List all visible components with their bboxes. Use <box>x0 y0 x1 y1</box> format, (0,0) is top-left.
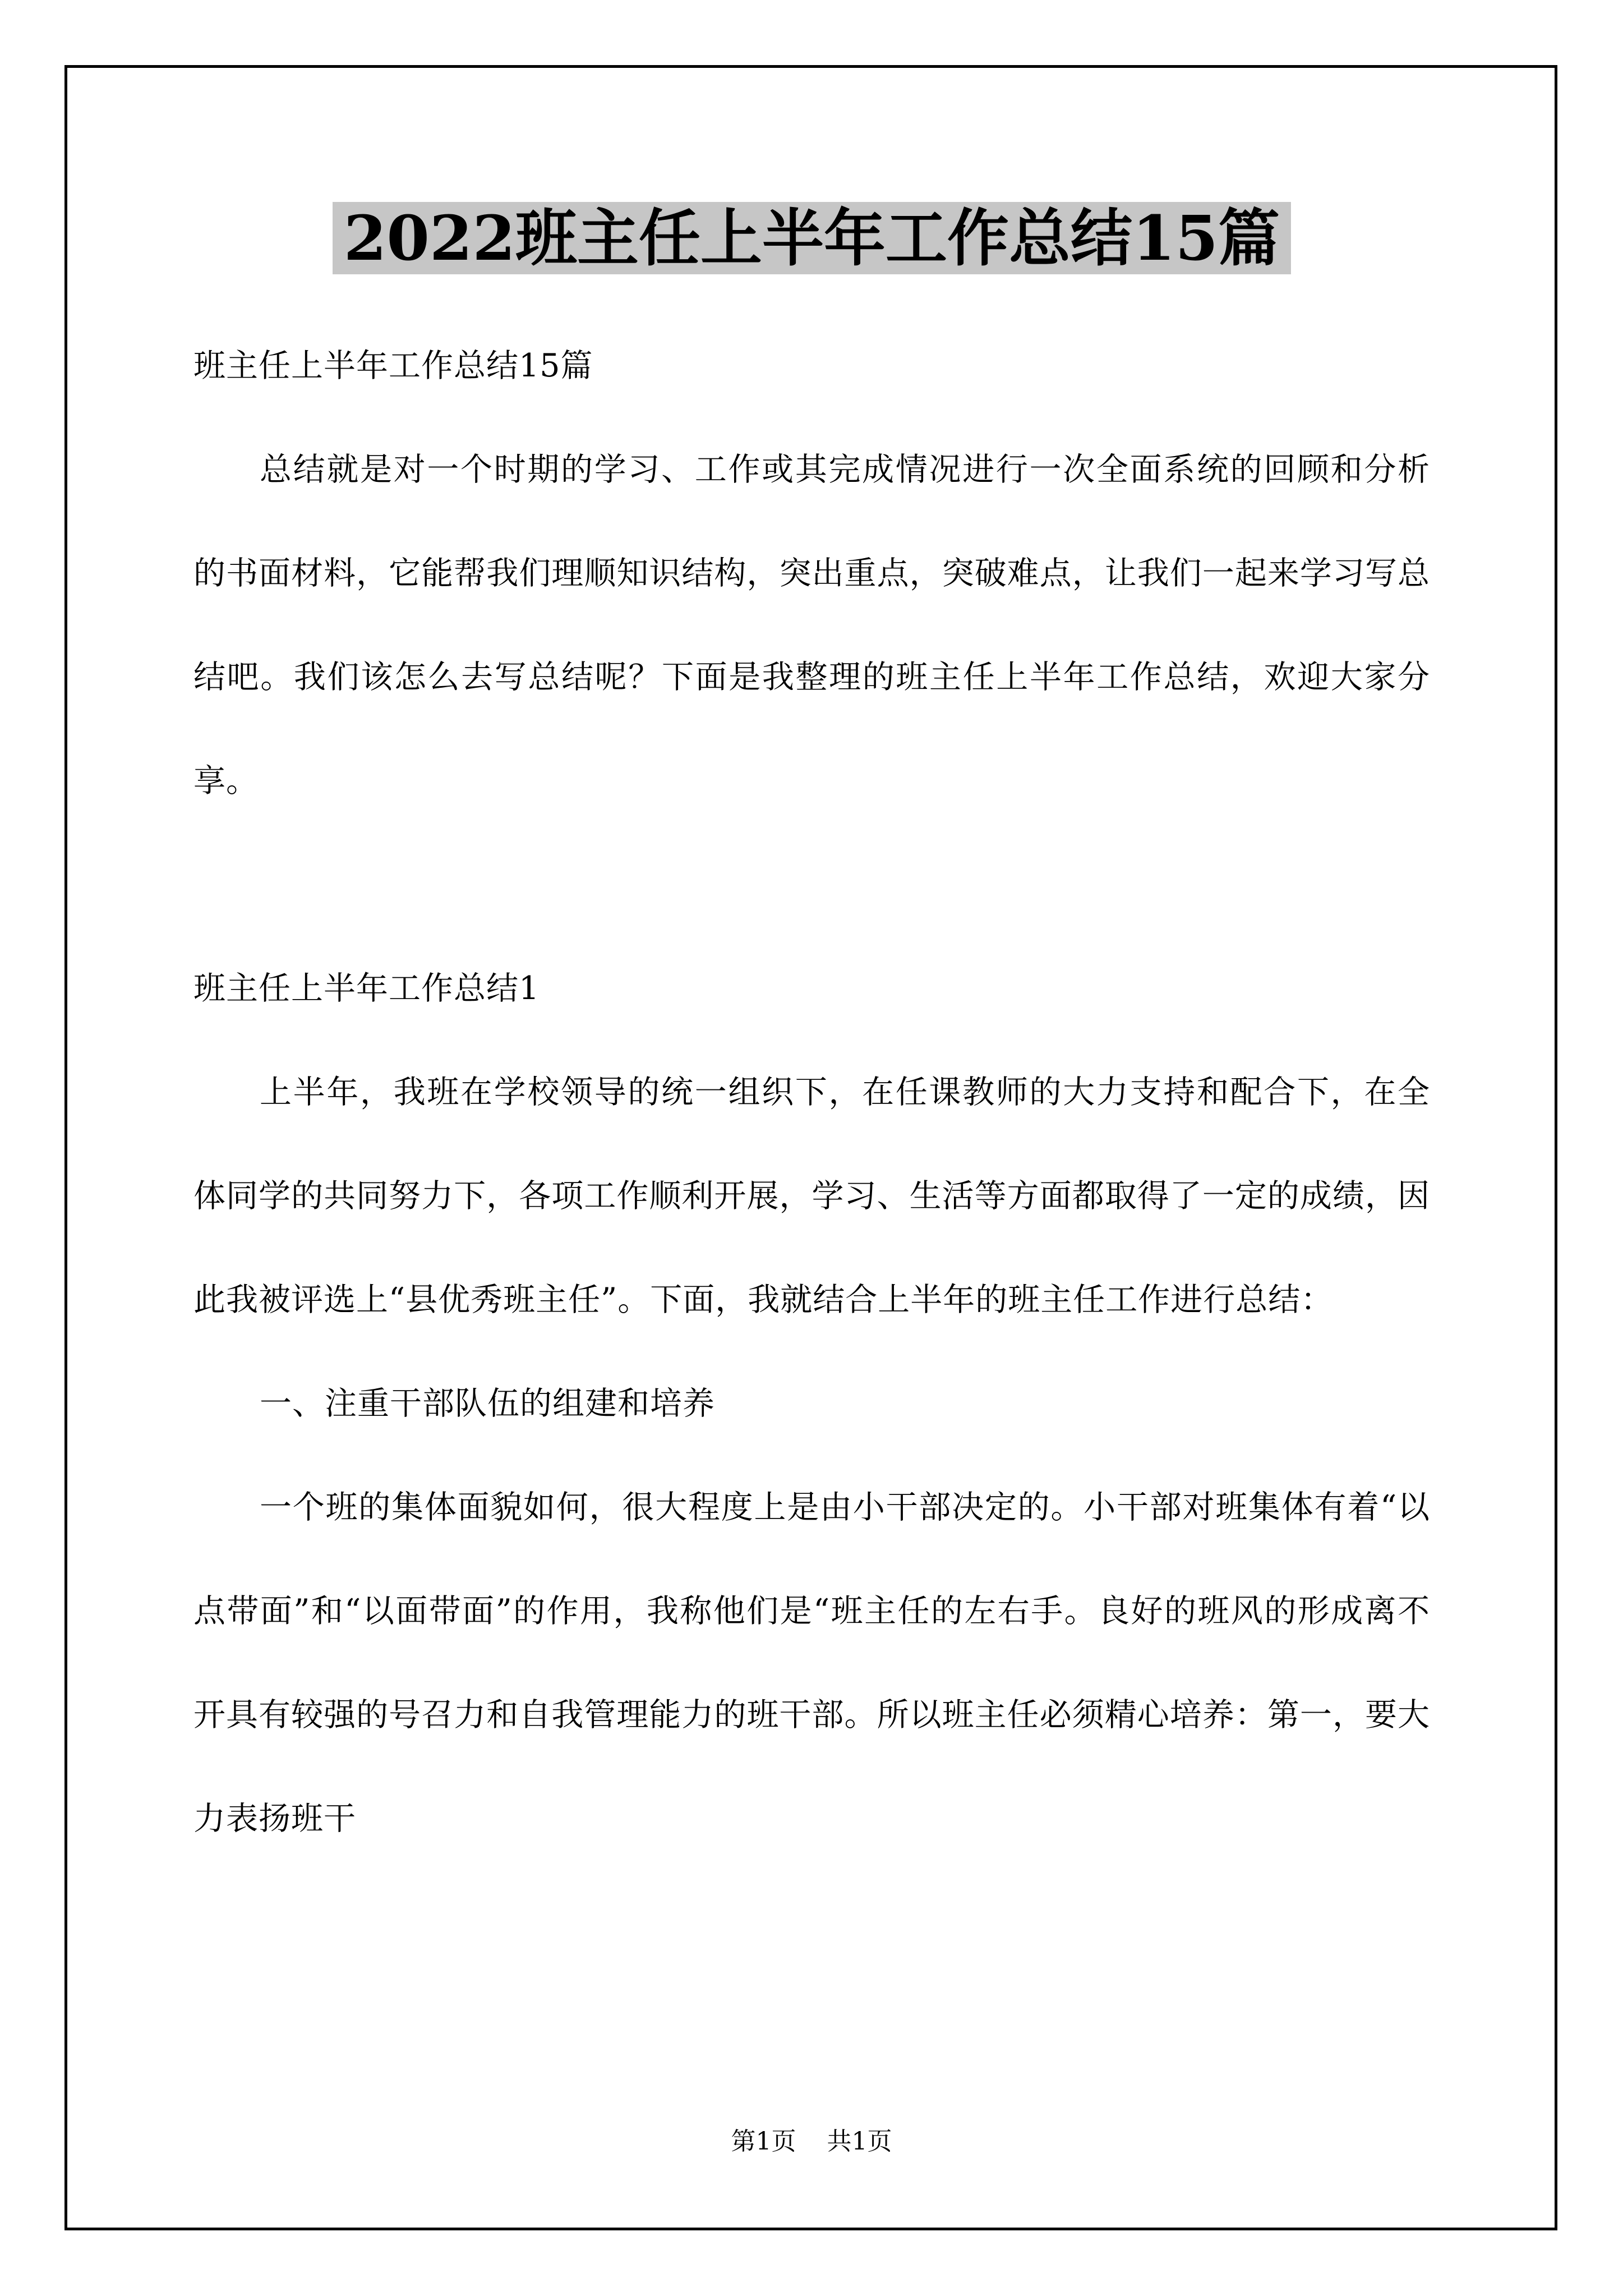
paragraph: 班主任上半年工作总结15篇 <box>193 347 593 384</box>
paragraph: 上半年，我班在学校领导的统一组织下，在任课教师的大力支持和配合下，在全体同学的共同努力下，各项工作顺利开展，学习、生活等方面都取得了一定的成绩，因此我被评选上“县优秀班主任”。下面，我就结合上半年的班主任工作进行总结： <box>193 1074 1430 1318</box>
footer-total-pages: 共1页 <box>827 2127 892 2156</box>
document-title <box>193 196 1430 280</box>
paragraph-list <box>193 314 1430 1871</box>
footer-current-page: 第1页 <box>731 2127 796 2156</box>
document-title-highlight: 2022班主任上半年工作总结15篇 <box>333 202 1291 274</box>
document-content <box>193 196 1430 1871</box>
page-footer <box>0 2125 1623 2159</box>
paragraph: 一个班的集体面貌如何，很大程度上是由小干部决定的。小干部对班集体有着“以点带面”和“以面带面”的作用，我称他们是“班主任的左右手。良好的班风的形成离不开具有较强的号召力和自我管理能力的班干部。所以班主任必须精心培养：第一，要大力表扬班干 <box>193 1489 1430 1837</box>
paragraph: 一、注重干部队伍的组建和培养 <box>260 1385 715 1422</box>
blank-line <box>193 833 1430 937</box>
paragraph: 班主任上半年工作总结1 <box>193 970 540 1007</box>
paragraph: 总结就是对一个时期的学习、工作或其完成情况进行一次全面系统的回顾和分析的书面材料，它能帮我们理顺知识结构，突出重点，突破难点，让我们一起来学习写总结吧。我们该怎么去写总结呢？下面是我整理的班主任上半年工作总结，欢迎大家分享。 <box>193 451 1430 799</box>
